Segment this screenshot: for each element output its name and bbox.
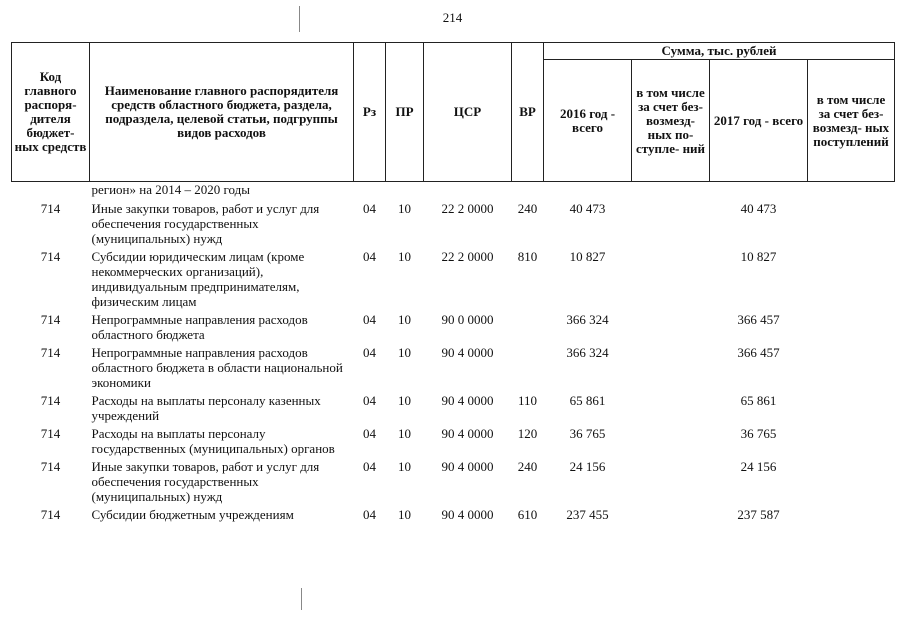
header-csr: ЦСР — [424, 43, 512, 182]
cell-2017-total: 36 765 — [740, 426, 777, 441]
cell-2017-free — [808, 200, 895, 248]
scan-artifact-top — [299, 6, 300, 32]
cell-2016-total: 36 765 — [569, 426, 606, 441]
table-row — [12, 344, 895, 392]
cell-2017-total: 10 827 — [740, 249, 777, 264]
table-row — [12, 311, 895, 344]
table-row — [12, 200, 895, 248]
cell-code: 714 — [40, 312, 61, 327]
cell-name: Субсидии юридическим лицам (кроме некоммерческих организаций), индивидуальным предпринимателям, физическим лицам — [91, 249, 305, 309]
cell-vr: 240 — [517, 459, 538, 474]
cell-rz: 04 — [363, 345, 376, 360]
header-vr: ВР — [512, 43, 544, 182]
cell-2017-free — [808, 425, 895, 458]
table-row — [12, 425, 895, 458]
header-name: Наименование главного распорядителя средств областного бюджета, раздела, подраздела, целевой статьи, подгруппы видов расходов — [90, 43, 354, 182]
cell-name: Субсидии бюджетным учреждениям — [91, 507, 294, 522]
cell-2016-free — [632, 248, 710, 311]
table-header — [12, 43, 895, 182]
cell-code: 714 — [40, 459, 61, 474]
cell-pr: 10 — [398, 345, 411, 360]
table-row — [12, 506, 895, 524]
cell-csr: 22 2 0000 — [441, 201, 494, 216]
header-code: Код главного распоря- дителя бюджет- ных средств — [12, 43, 90, 182]
cell-csr: 90 4 0000 — [441, 393, 494, 408]
budget-table — [11, 42, 895, 524]
cell-2016-total: 24 156 — [569, 459, 606, 474]
table-row — [12, 458, 895, 506]
cell-code: 714 — [40, 201, 61, 216]
cell-vr: 240 — [517, 201, 538, 216]
cell-vr: 610 — [517, 507, 538, 522]
cell-rz: 04 — [363, 201, 376, 216]
header-2017-total: 2017 год - всего — [710, 60, 808, 182]
cell-code: 714 — [40, 426, 61, 441]
cell-pr: 10 — [398, 201, 411, 216]
cell-2017-free — [808, 344, 895, 392]
header-2016-free: в том числе за счет без- возмезд- ных по- ступле- ний — [632, 60, 710, 182]
cell-vr: 110 — [517, 393, 538, 408]
cell-csr: 90 4 0000 — [441, 345, 494, 360]
cell-2016-free — [632, 392, 710, 425]
cell-vr: 120 — [517, 426, 538, 441]
continuation-text: регион» на 2014 – 2020 годы — [91, 182, 250, 197]
cell-2017-free — [808, 458, 895, 506]
cell-pr: 10 — [398, 426, 411, 441]
table-body — [12, 182, 895, 525]
cell-2016-free — [632, 311, 710, 344]
header-2016-total: 2016 год - всего — [544, 60, 632, 182]
cell-pr: 10 — [398, 459, 411, 474]
cell-code: 714 — [40, 345, 61, 360]
cell-2016-free — [632, 200, 710, 248]
cell-2016-total: 65 861 — [569, 393, 606, 408]
cell-2017-total: 237 587 — [737, 507, 780, 522]
cell-2017-free — [808, 248, 895, 311]
header-2017-free: в том числе за счет без- возмезд- ных поступлений — [808, 60, 895, 182]
cell-2016-total: 237 455 — [566, 507, 609, 522]
table-row — [12, 392, 895, 425]
cell-2017-total: 366 457 — [737, 312, 780, 327]
cell-csr: 90 4 0000 — [441, 426, 494, 441]
cell-rz: 04 — [363, 459, 376, 474]
cell-pr: 10 — [398, 507, 411, 522]
cell-vr: 810 — [517, 249, 538, 264]
cell-2016-total: 40 473 — [569, 201, 606, 216]
cell-code: 714 — [40, 393, 61, 408]
cell-pr: 10 — [398, 249, 411, 264]
cell-2016-free — [632, 344, 710, 392]
cell-name: Расходы на выплаты персоналу государственных (муниципальных) органов — [91, 426, 335, 456]
cell-vr — [512, 311, 544, 344]
cell-2017-free — [808, 392, 895, 425]
cell-2017-total: 40 473 — [740, 201, 777, 216]
cell-name: Расходы на выплаты персоналу казенных учреждений — [91, 393, 321, 423]
page-number: 214 — [442, 10, 463, 25]
cell-2016-free — [632, 425, 710, 458]
cell-rz: 04 — [363, 249, 376, 264]
cell-name: Непрограммные направления расходов областного бюджета в области национальной экономики — [91, 345, 343, 390]
cell-rz: 04 — [363, 426, 376, 441]
cell-csr: 90 4 0000 — [441, 459, 494, 474]
cell-2017-free — [808, 311, 895, 344]
header-sum: Сумма, тыс. рублей — [544, 43, 895, 60]
cell-rz: 04 — [363, 507, 376, 522]
table-row — [12, 248, 895, 311]
cell-2017-total: 366 457 — [737, 345, 780, 360]
cell-2016-free — [632, 458, 710, 506]
cell-2016-total: 366 324 — [566, 312, 609, 327]
cell-vr — [512, 344, 544, 392]
continuation-row — [12, 182, 895, 201]
cell-rz: 04 — [363, 393, 376, 408]
cell-code: 714 — [40, 507, 61, 522]
scan-artifact-bottom — [301, 588, 302, 610]
cell-csr: 22 2 0000 — [441, 249, 494, 264]
cell-name: Иные закупки товаров, работ и услуг для обеспечения государственных (муниципальных) нужд — [91, 201, 320, 246]
cell-code: 714 — [40, 249, 61, 264]
cell-2017-total: 24 156 — [740, 459, 777, 474]
cell-2016-free — [632, 506, 710, 524]
cell-pr: 10 — [398, 312, 411, 327]
cell-name: Непрограммные направления расходов областного бюджета — [91, 312, 308, 342]
header-rz: Рз — [354, 43, 386, 182]
cell-pr: 10 — [398, 393, 411, 408]
cell-2017-free — [808, 506, 895, 524]
cell-name: Иные закупки товаров, работ и услуг для обеспечения государственных (муниципальных) нужд — [91, 459, 320, 504]
cell-csr: 90 4 0000 — [441, 507, 494, 522]
cell-csr: 90 0 0000 — [441, 312, 494, 327]
cell-2017-total: 65 861 — [740, 393, 777, 408]
header-pr: ПР — [386, 43, 424, 182]
cell-rz: 04 — [363, 312, 376, 327]
cell-2016-total: 10 827 — [569, 249, 606, 264]
cell-2016-total: 366 324 — [566, 345, 609, 360]
